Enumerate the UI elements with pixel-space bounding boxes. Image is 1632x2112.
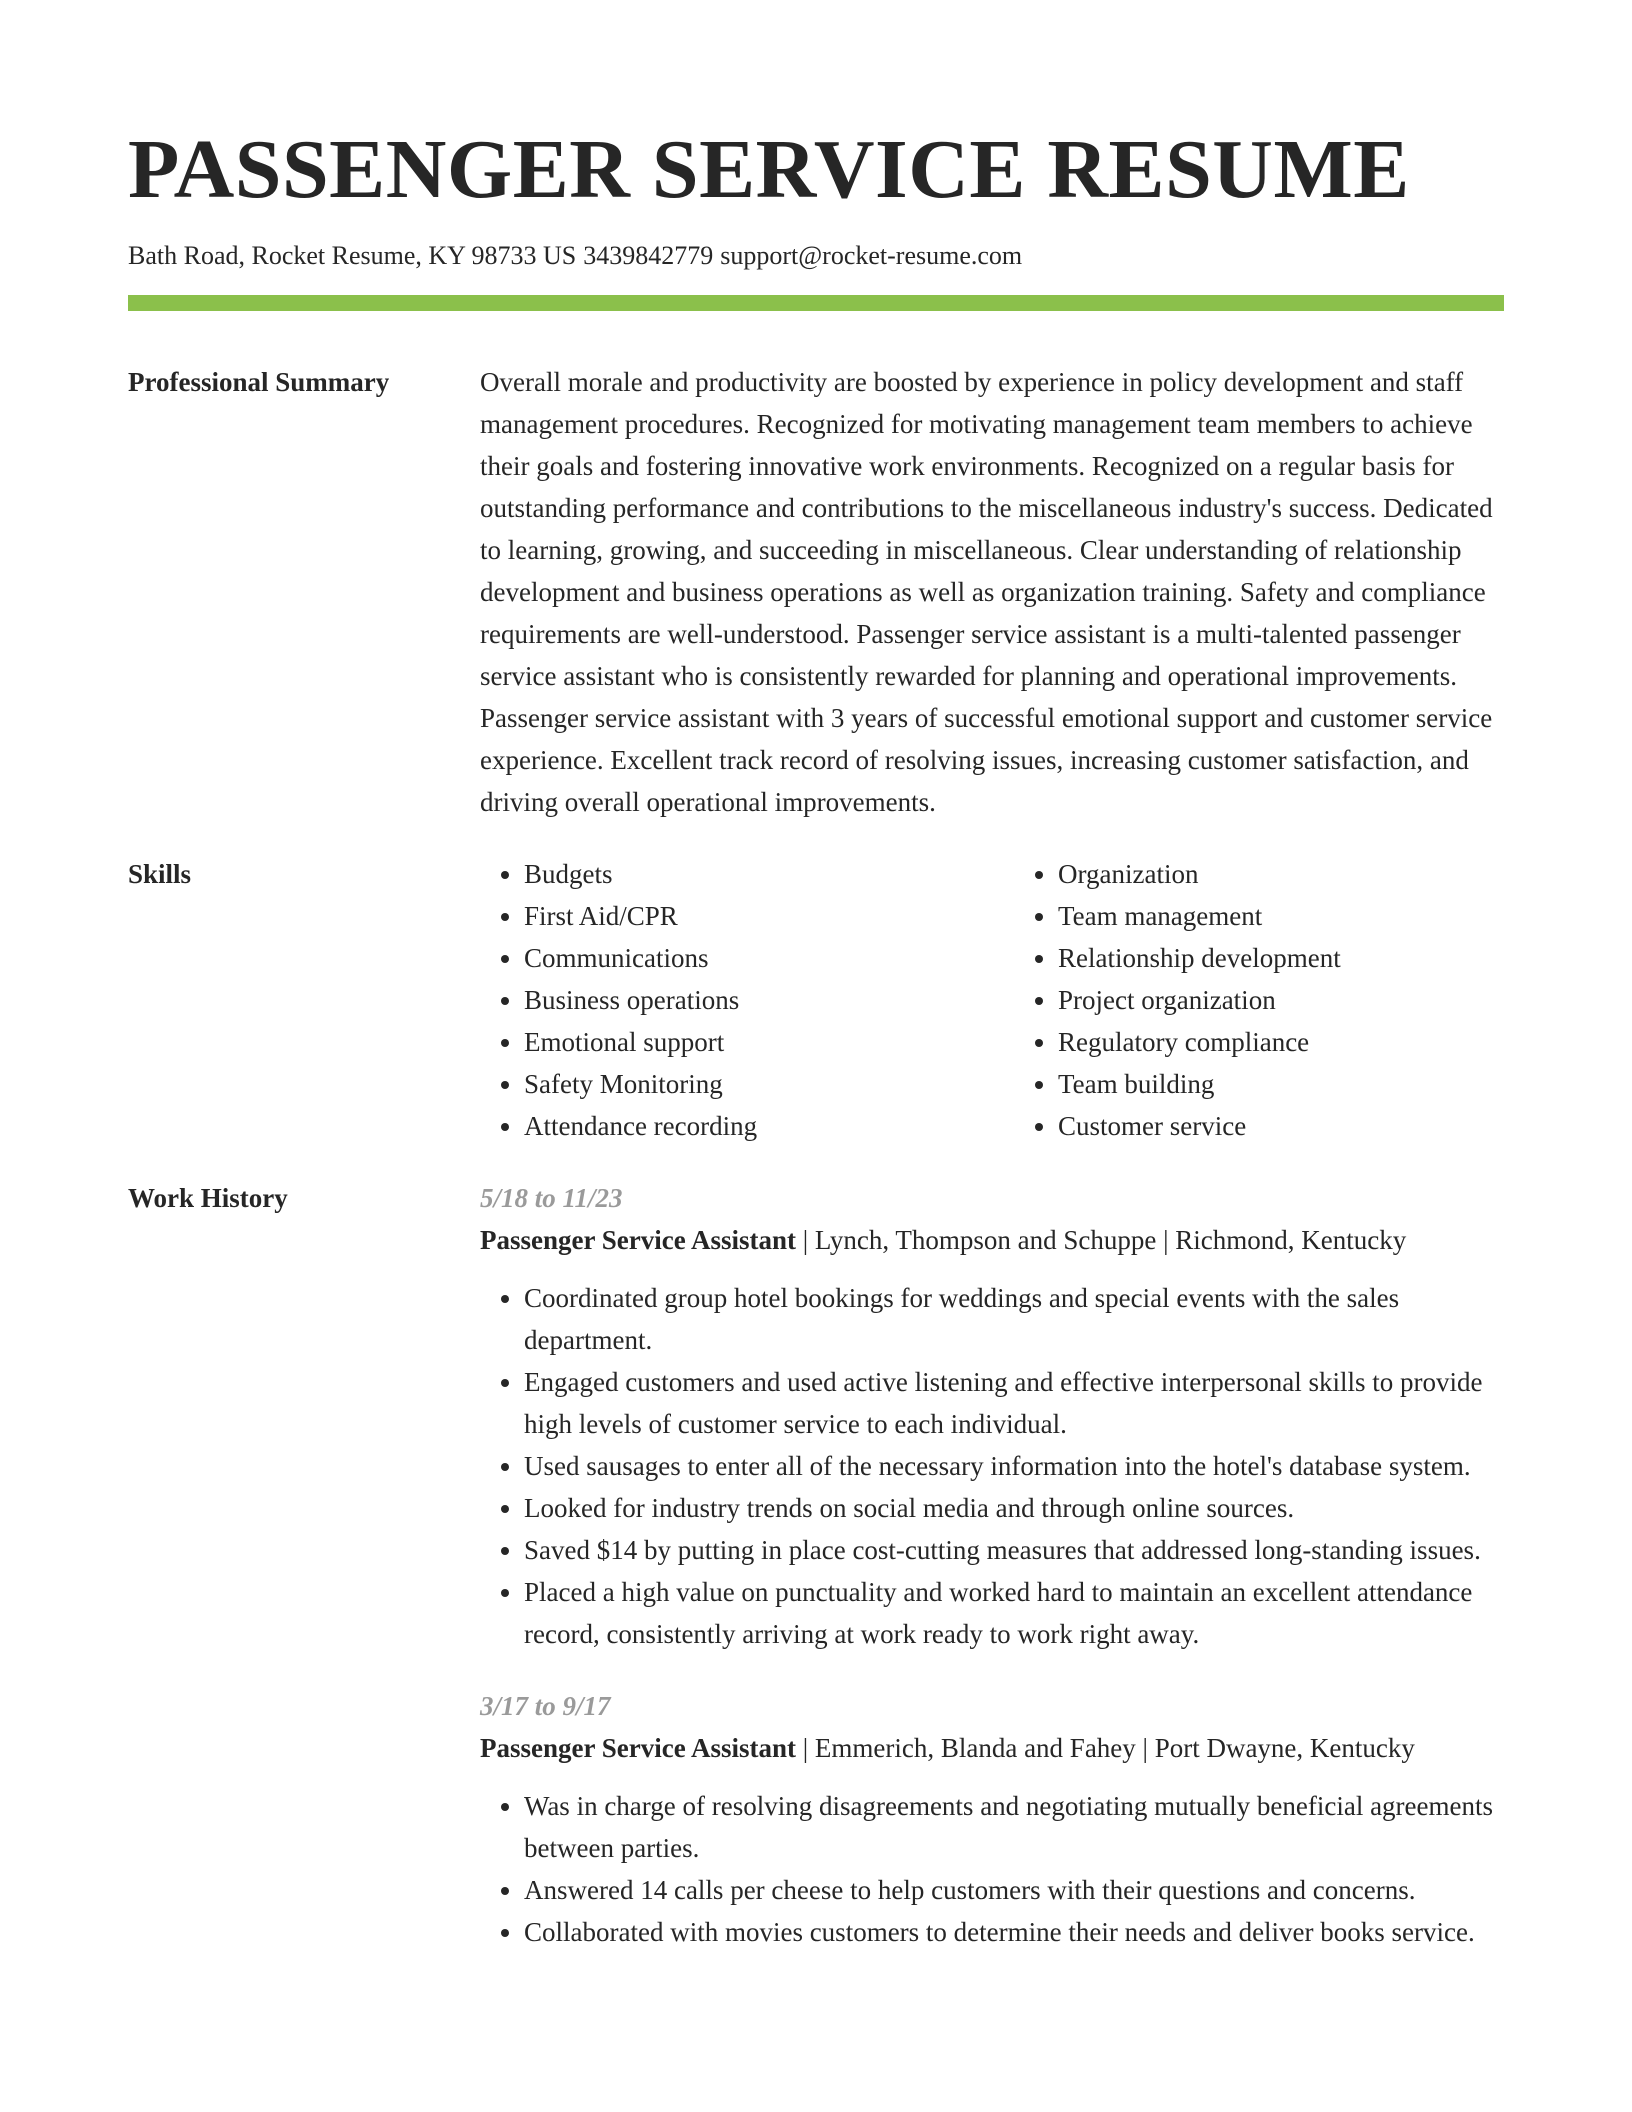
resume-page: [128, 120, 1504, 1953]
job-bullet: • Collaborated with movies customers to determine their needs and deliver books service.: [524, 1911, 1504, 1953]
skills-section: [128, 853, 1504, 1147]
work-history-section: [128, 1177, 1504, 1953]
job-title: Passenger Service Assistant: [480, 1225, 796, 1255]
accent-divider: [128, 295, 1504, 311]
resume-title: PASSENGER SERVICE RESUME: [128, 123, 1410, 216]
job-dates: 3/17 to 9/17: [480, 1691, 611, 1721]
skill-item: • Communications: [524, 937, 970, 979]
skills-body: [480, 853, 1504, 1147]
skill-item: • Budgets: [524, 853, 970, 895]
job-bullet: • Used sausages to enter all of the necessary information into the hotel's database system.: [524, 1445, 1504, 1487]
skill-item: • Project organization: [1058, 979, 1504, 1021]
job-header: [480, 1727, 1504, 1769]
skill-item: • Business operations: [524, 979, 970, 1021]
job-bullet: • Placed a high value on punctuality and worked hard to maintain an excellent attendance record, consistently arriving at work ready to work right away.: [524, 1571, 1504, 1655]
contact-address: Bath Road, Rocket Resume, KY 98733 US: [128, 241, 577, 270]
job-entry: [480, 1685, 1504, 1953]
job-bullet: • Was in charge of resolving disagreements and negotiating mutually beneficial agreements between parties.: [524, 1785, 1504, 1869]
skills-list-left: [480, 853, 970, 1147]
skill-item: • Team building: [1058, 1063, 1504, 1105]
job-bullet: • Answered 14 calls per cheese to help customers with their questions and concerns.: [524, 1869, 1504, 1911]
summary-text: Overall morale and productivity are boosted by experience in policy development and staff management procedures. Recognized for motivating management team members to achieve their goals and fostering innovative work environments. Recognized on a regular basis for outstanding performance and contributions to the miscellaneous industry's success. Dedicated to learning, growing, and succeeding in miscellaneous. Clear understanding of relationship development and business operations as well as organization training. Safety and compliance requirements are well-understood. Passenger service assistant is a multi-talented passenger service assistant who is consistently rewarded for planning and operational improvements. Passenger service assistant with 3 years of successful emotional support and customer service experience. Excellent track record of resolving issues, increasing customer satisfaction, and driving overall operational improvements.: [480, 367, 1493, 817]
section-title-summary: Professional Summary: [128, 367, 390, 397]
skill-item: • Customer service: [1058, 1105, 1504, 1147]
job-header: [480, 1219, 1504, 1261]
job-bullet: • Saved $14 by putting in place cost-cutting measures that addressed long-standing issues.: [524, 1529, 1504, 1571]
job-bullet: • Looked for industry trends on social media and through online sources.: [524, 1487, 1504, 1529]
job-details: | Emmerich, Blanda and Fahey | Port Dwayne, Kentucky: [795, 1733, 1415, 1763]
skill-item: • Relationship development: [1058, 937, 1504, 979]
skill-item: • Organization: [1058, 853, 1504, 895]
contact-phone: 3439842779: [583, 241, 714, 270]
skill-item: • Regulatory compliance: [1058, 1021, 1504, 1063]
job-title: Passenger Service Assistant: [480, 1733, 796, 1763]
skills-list-right: [1014, 853, 1504, 1147]
job-bullets: [480, 1785, 1504, 1953]
job-dates: 5/18 to 11/23: [480, 1183, 623, 1213]
contact-line: [128, 240, 1504, 272]
job-details: | Lynch, Thompson and Schuppe | Richmond, Kentucky: [795, 1225, 1407, 1255]
skill-item: • Attendance recording: [524, 1105, 970, 1147]
section-title-skills: Skills: [128, 859, 192, 889]
work-body: [480, 1177, 1504, 1953]
skill-item: • Safety Monitoring: [524, 1063, 970, 1105]
professional-summary-section: [128, 361, 1504, 823]
job-entry: [480, 1177, 1504, 1655]
summary-body: [480, 361, 1504, 823]
job-bullet: • Engaged customers and used active listening and effective interpersonal skills to provide high levels of customer service to each individual.: [524, 1361, 1504, 1445]
section-title-work: Work History: [128, 1183, 288, 1213]
skill-item: • Emotional support: [524, 1021, 970, 1063]
job-bullet: • Coordinated group hotel bookings for weddings and special events with the sales department.: [524, 1277, 1504, 1361]
skill-item: • Team management: [1058, 895, 1504, 937]
skill-item: • First Aid/CPR: [524, 895, 970, 937]
contact-email: support@rocket-resume.com: [720, 241, 1023, 270]
job-bullets: [480, 1277, 1504, 1655]
